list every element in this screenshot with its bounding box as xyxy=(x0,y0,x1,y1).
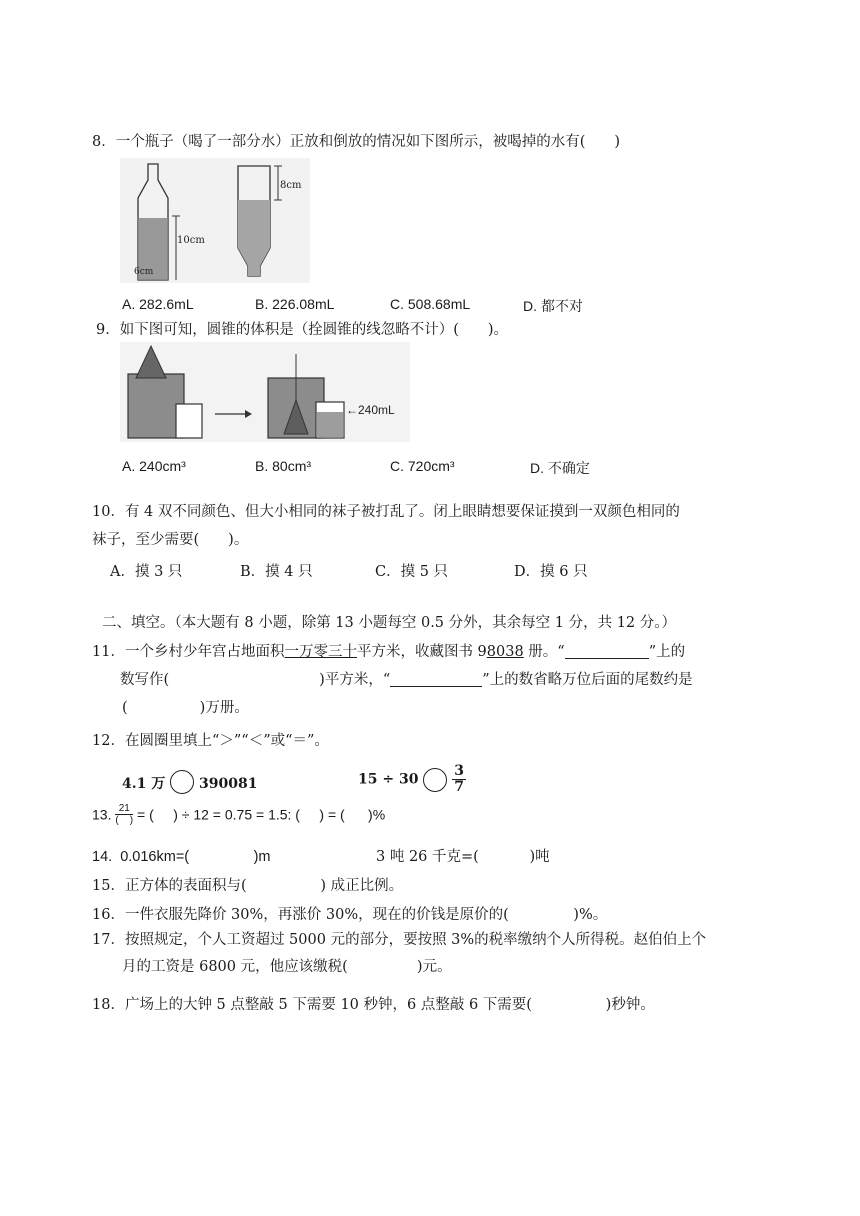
q11-l3b: )万册。 xyxy=(199,700,249,716)
q11-blank-2[interactable] xyxy=(390,670,482,687)
q12-left-compare xyxy=(122,770,257,794)
q11-books-underlined: 8038 xyxy=(486,644,524,660)
q9-option-d[interactable]: D. 不确定 xyxy=(530,460,590,476)
q14-right[interactable]: 3 吨 26 千克=( )吨 xyxy=(376,849,550,865)
empty-height-label: 8cm xyxy=(280,180,302,191)
q10-option-d[interactable]: D．摸 6 只 xyxy=(514,564,588,580)
q10-option-b[interactable]: B．摸 4 只 xyxy=(240,564,313,580)
q11-part1: 11．一个乡村少年宫占地面积 xyxy=(92,644,285,660)
q17-line1: 17．按照规定，个人工资超过 5000 元的部分，要按照 3%的税率缴纳个人所得税。赵伯伯上个 xyxy=(92,932,707,948)
q11-area-underlined: 一万零三十 xyxy=(284,644,357,660)
q8-text: 8．一个瓶子（喝了一部分水）正放和倒放的情况如下图所示，被喝掉的水有( ) xyxy=(92,134,621,150)
height-label: 10cm xyxy=(177,235,205,246)
q8-figure-bottles xyxy=(120,158,310,283)
q9-text: 9．如下图可知，圆锥的体积是（拴圆锥的线忽略不计）( )。 xyxy=(96,322,509,338)
section2-heading: 二、填空。（本大题有 8 小题，除第 13 小题每空 0.5 分外，其余每空 1 分，共 12 分。） xyxy=(102,615,677,631)
volume-label: ←240mL xyxy=(346,403,395,417)
q13-fraction xyxy=(115,803,133,826)
q17-line2[interactable]: 月的工资是 6800 元，他应该缴税( )元。 xyxy=(122,959,452,975)
q10-line2: 袜子，至少需要( )。 xyxy=(92,532,249,548)
q15-text[interactable]: 15．正方体的表面积与( ) 成正比例。 xyxy=(92,878,404,894)
q9-option-c[interactable]: C. 720cm³ xyxy=(390,458,455,474)
q13-line xyxy=(92,803,385,826)
q11-part4: ”上的 xyxy=(648,644,686,660)
q14-left[interactable]: 14. 0.016km=( )m xyxy=(92,849,271,865)
q12-fraction xyxy=(452,764,466,795)
q11-part2: 平方米，收藏图书 9 xyxy=(356,644,487,660)
q13-frac-den[interactable]: ( ) xyxy=(115,815,134,826)
q13-rest[interactable]: = ( ) ÷ 12 = 0.75 = 1.5: ( ) = ( )% xyxy=(137,806,386,823)
q12-right-a: 15 ÷ 30 xyxy=(358,771,419,788)
q9-figure-cone xyxy=(120,342,410,442)
q13-prefix: 13. xyxy=(92,806,112,823)
q13-frac-num: 21 xyxy=(115,803,133,815)
q12-circle-2[interactable] xyxy=(423,768,447,792)
q9-option-a[interactable]: A. 240cm³ xyxy=(122,458,186,474)
q18-text[interactable]: 18．广场上的大钟 5 点整敲 5 下需要 10 秒钟，6 点整敲 6 下需要( )秒钟。 xyxy=(92,997,655,1013)
q10-option-c[interactable]: C．摸 5 只 xyxy=(375,564,449,580)
q16-text[interactable]: 16．一件衣服先降价 30%，再涨价 30%，现在的价钱是原价的( )%。 xyxy=(92,907,608,923)
q11-l2c: ”上的数省略万位后面的尾数约是 xyxy=(482,672,693,688)
q12-frac-num: 3 xyxy=(454,763,464,779)
q8-option-c[interactable]: C. 508.68mL xyxy=(390,296,471,312)
q8-option-d[interactable]: D. 都不对 xyxy=(523,298,583,314)
q10-line1: 10．有 4 双不同颜色、但大小相同的袜子被打乱了。闭上眼睛想要保证摸到一双颜色相同的 xyxy=(92,504,680,520)
q11-l2b: )平方米，“ xyxy=(319,672,391,688)
q12-left-b: 390081 xyxy=(198,776,258,792)
q11-line3 xyxy=(122,698,249,718)
q11-l2a: 数写作( xyxy=(120,672,170,688)
q8-option-b[interactable]: B. 226.08mL xyxy=(255,296,335,312)
q11-line1 xyxy=(92,642,685,662)
q10-option-a[interactable]: A．摸 3 只 xyxy=(110,564,183,580)
q8-option-a[interactable]: A. 282.6mL xyxy=(122,296,194,312)
q9-option-b[interactable]: B. 80cm³ xyxy=(255,458,312,474)
width-label: 6cm xyxy=(134,267,154,277)
q11-blank-1[interactable] xyxy=(565,642,649,659)
q12-frac-den: 7 xyxy=(454,779,464,795)
q12-text: 12．在圆圈里填上“＞”“＜”或“＝”。 xyxy=(92,733,329,749)
q12-left-a: 4.1 万 xyxy=(122,776,166,792)
q11-part3: 册。“ xyxy=(523,644,565,660)
q11-line2 xyxy=(120,670,693,690)
q12-circle-1[interactable] xyxy=(170,770,194,794)
q11-l3a: ( xyxy=(122,700,128,716)
q12-right-compare xyxy=(358,764,466,795)
